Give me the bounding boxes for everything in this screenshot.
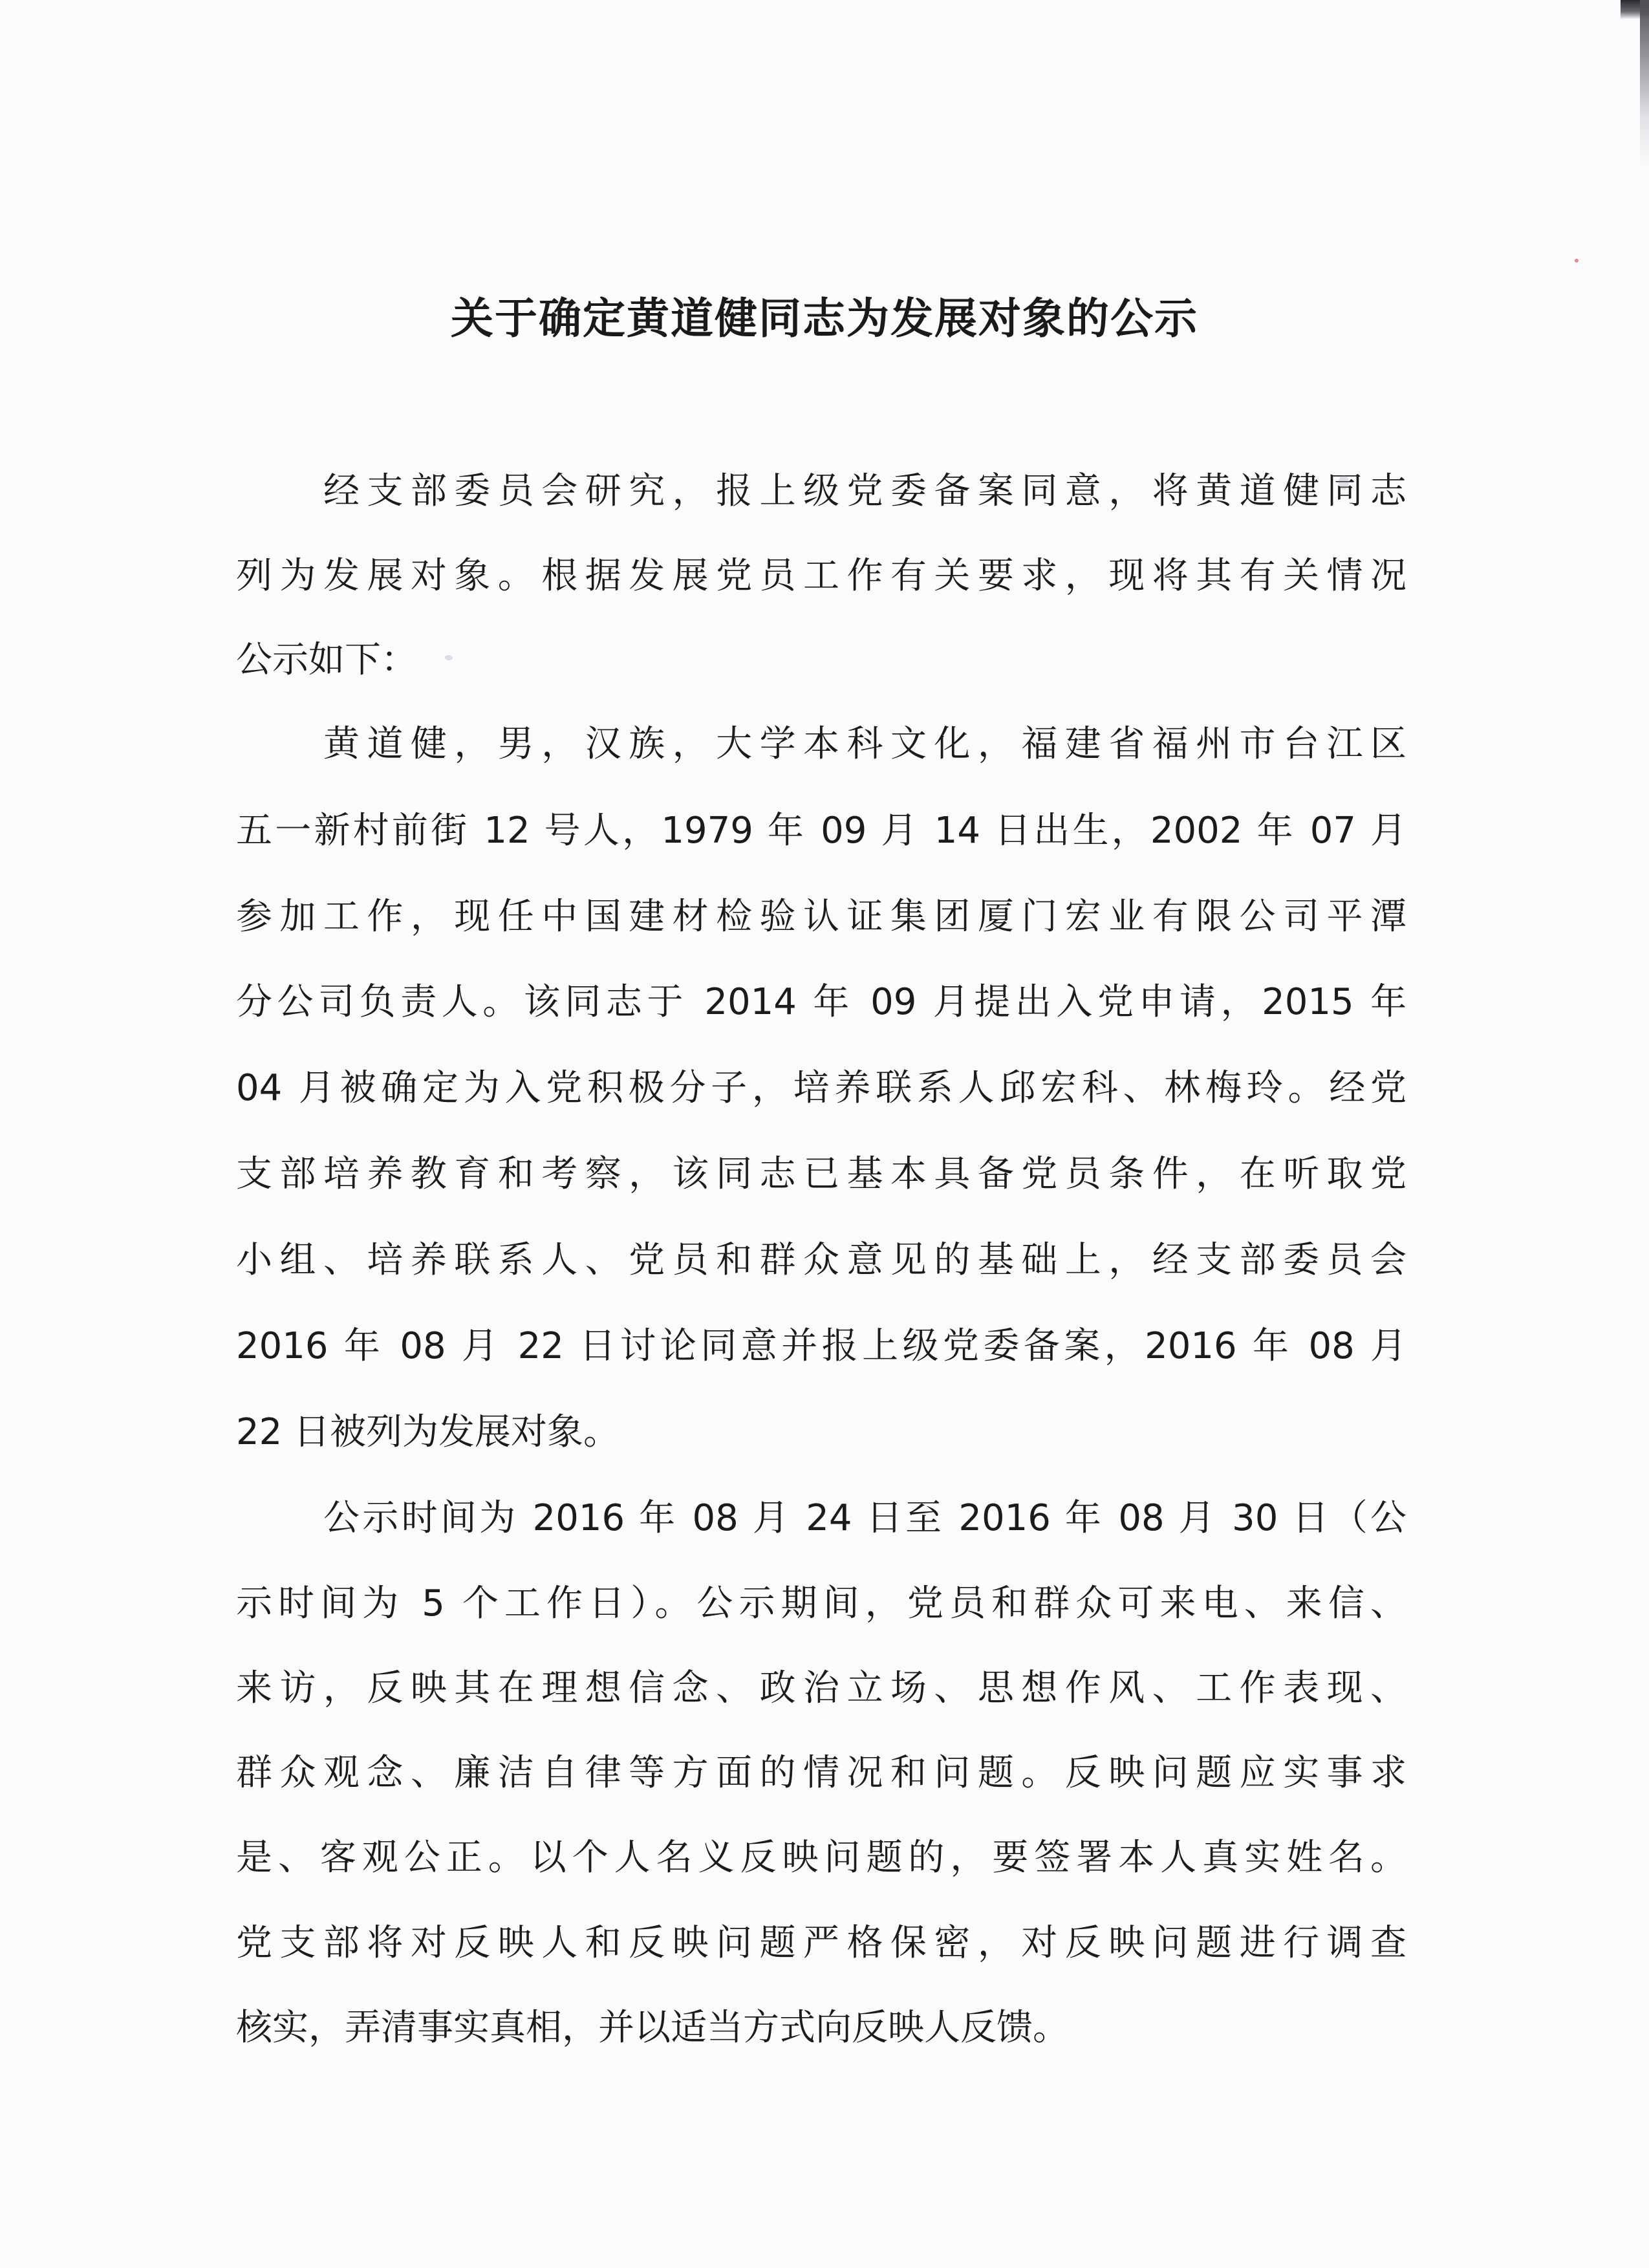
paragraph-3-line-4: 群众观念、廉洁自律等方面的情况和问题。反映问题应实事求 xyxy=(236,1752,1406,1794)
paragraph-2-line-3: 参加工作，现任中国建材检验认证集团厦门宏业有限公司平潭 xyxy=(236,896,1406,938)
scan-speck xyxy=(445,655,453,660)
paragraph-2-line-4: 分公司负责人。该同志于 2014 年 09 月提出入党申请，2015 年 xyxy=(236,981,1406,1023)
paragraph-3-line-5: 是、客观公正。以个人名义反映问题的，要签署本人真实姓名。 xyxy=(236,1837,1406,1879)
paragraph-2-line-9: 22 日被列为发展对象。 xyxy=(236,1411,620,1453)
paragraph-3-line-1: 公示时间为 2016 年 08 月 24 日至 2016 年 08 月 30 日（公 xyxy=(323,1497,1407,1539)
paragraph-2-line-5: 04 月被确定为入党积极分子，培养联系人邱宏科、林梅玲。经党 xyxy=(236,1067,1406,1109)
paragraph-2-line-7: 小组、培养联系人、党员和群众意见的基础上，经支部委员会 xyxy=(236,1239,1406,1281)
paragraph-3-line-7: 核实，弄清事实真相，并以适当方式向反映人反馈。 xyxy=(236,2007,1069,2049)
paragraph-3-line-3: 来访，反映其在理想信念、政治立场、思想作风、工作表现、 xyxy=(236,1667,1406,1709)
paragraph-1-line-2: 列为发展对象。根据发展党员工作有关要求，现将其有关情况 xyxy=(236,555,1406,597)
paragraph-2-line-6: 支部培养教育和考察，该同志已基本具备党员条件，在听取党 xyxy=(236,1153,1406,1195)
document-title: 关于确定黄道健同志为发展对象的公示 xyxy=(451,293,1198,343)
paragraph-2-line-8: 2016 年 08 月 22 日讨论同意并报上级党委备案，2016 年 08 月 xyxy=(236,1325,1406,1367)
scan-edge-shadow-right xyxy=(1640,0,1649,168)
paragraph-1-line-3: 公示如下： xyxy=(236,639,417,681)
scan-speck xyxy=(1339,475,1349,490)
scan-speck xyxy=(1575,259,1579,263)
paragraph-2-line-2: 五一新村前街 12 号人，1979 年 09 月 14 日出生，2002 年 07 月 xyxy=(236,810,1406,852)
paragraph-1-line-1: 经支部委员会研究，报上级党委备案同意，将黄道健同志 xyxy=(323,470,1406,512)
paragraph-3-line-6: 党支部将对反映人和反映问题严格保密，对反映问题进行调查 xyxy=(236,1922,1406,1964)
paragraph-3-line-2: 示时间为 5 个工作日）。公示期间，党员和群众可来电、来信、 xyxy=(236,1582,1406,1625)
paragraph-2-line-1: 黄道健，男，汉族，大学本科文化，福建省福州市台江区 xyxy=(323,723,1406,765)
